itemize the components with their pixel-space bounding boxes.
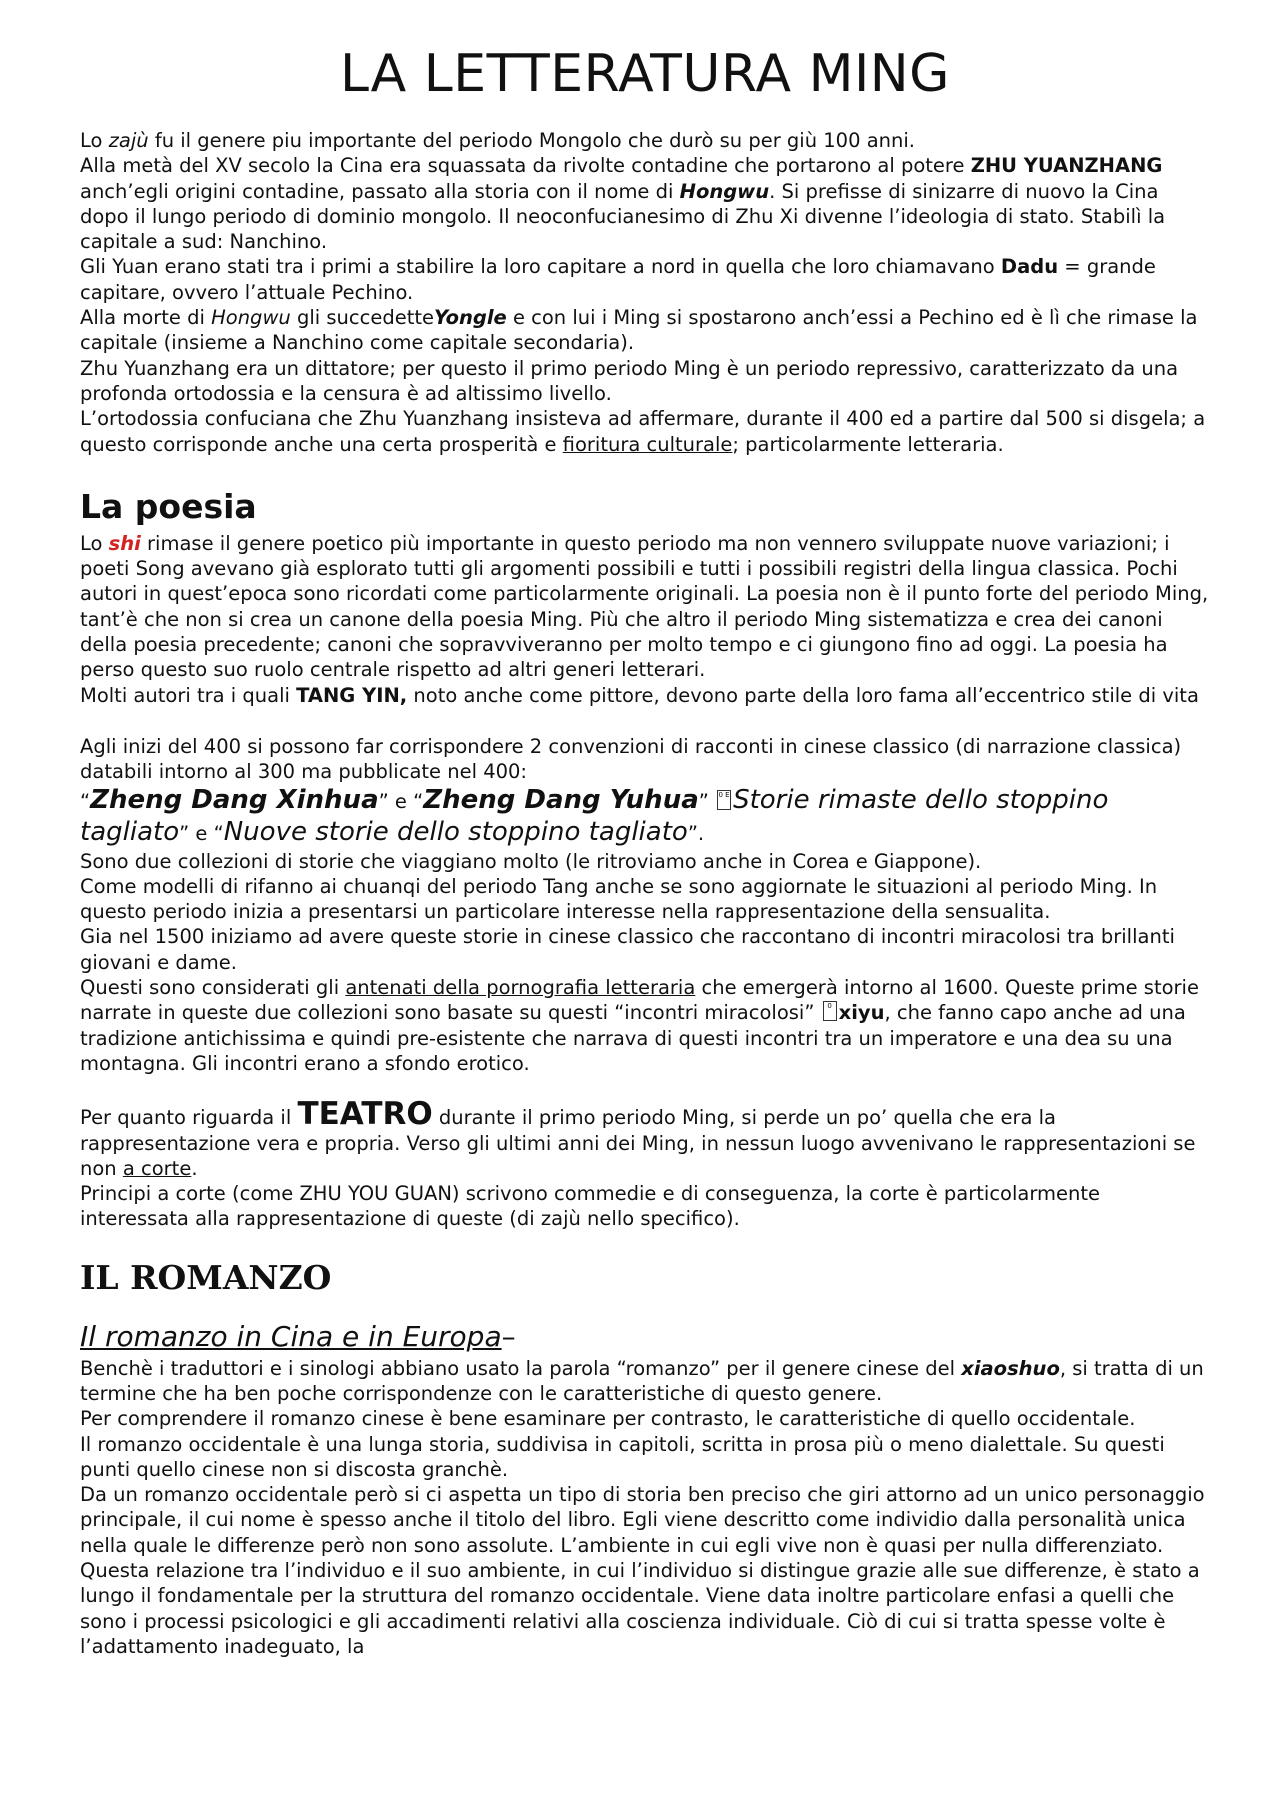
paragraph [80,305,1210,356]
name-yongle: Yongle [433,306,507,330]
paragraph: Come modelli di rifanno ai chuanqi del periodo Tang anche se sono aggiornate le situazioni al periodo Ming. In questo periodo inizia a presentarsi un particolare interesse nella rappresentazione della sensualita. [80,874,1158,924]
paragraph [80,1356,1210,1407]
missing-glyph-icon: 0 E [717,790,731,810]
title-zheng-dang-yuhua: Zheng Dang Yuhua [423,784,699,815]
name-hongwu: Hongwu [211,306,291,330]
term-xiaoshuo: xiaoshuo [961,1356,1060,1380]
poesia-section [80,531,1210,1232]
paragraph [80,153,1210,254]
subheading-dash: – [501,1319,516,1353]
text: Lo [80,531,109,555]
title-storie-rimaste: Storie rimaste dello stoppino tagliato [80,784,1109,847]
text: Alla metà del XV secolo la Cina era squassata da rivolte contadine che portarono al potere [80,154,971,178]
name-hongwu: Hongwu [679,179,770,203]
text: ; particolarmente letteraria. [732,432,1004,456]
text: Gli Yuan erano stati tra i primi a stabilire la loro capitare a nord in quella che loro chiamavano [80,255,1001,279]
paragraph-titles [80,785,1210,849]
subheading-text: Il romanzo in Cina e in Europa [80,1319,502,1353]
underlined-text: a corte [122,1156,192,1180]
title-nuove-storie: Nuove storie dello stoppino tagliato [223,816,688,847]
term-xiyu: xiyu [838,1001,885,1025]
subsection-heading [80,1320,1210,1354]
paragraph: Da un romanzo occidentale però si ci aspetta un tipo di storia ben preciso che giri attorno ad un unico personaggio principale, il cui nome è spesso anche il titolo del libro. Egli viene descritto come individio dalla personalità unica nella quale le differenze però non sono assolute. L’ambiente in cui egli vive non è quasi per nulla differenziato. Questa relazione tra l’individuo e il suo ambiente, in cui l’individuo si distingue grazie alle sue differenze, è stato a lungo il fondamentale per la struttura del romanzo occidentale. Viene data inoltre particolare enfasi a quelli che sono i processi psicologici e gli accadimenti relativi alla coscienza individuale. Ciò di cui si tratta spesse volte è l’adattamento inadeguato, la [80,1483,1205,1658]
paragraph [80,1096,1210,1181]
intro-section [80,128,1210,457]
romanzo-section [80,1320,1210,1660]
section-heading-romanzo: IL ROMANZO [80,1257,332,1297]
section-heading-poesia: La poesia [80,486,257,526]
paragraph: Agli inizi del 400 si possono far corrispondere 2 convenzioni di racconti in cinese classico (di narrazione classica) databili intorno al 300 ma pubblicate nel 400: [80,734,1182,784]
term-shi: shi [108,531,141,555]
document-page [80,0,1210,1659]
name-zhu-yuanzhang: ZHU YUANZHANG [970,154,1163,178]
text: che emergerà intorno al 1600. Queste prime storie narrate in queste due collezioni sono basate su questi “incontri miracolosi” [80,976,1199,1025]
text: fu il genere piu importante del periodo Mongolo che durò su per giù 100 anni. [148,129,915,152]
text: Benchè i traduttori e i sinologi abbiano usato la parola “romanzo” per il genere cinese del [80,1356,962,1380]
paragraph [80,406,1210,457]
paragraph [80,975,1210,1076]
text: Molti autori tra i quali [80,683,297,707]
title-zheng-dang-xinhua: Zheng Dang Xinhua [90,784,379,815]
underlined-text: antenati della pornografia letteraria [345,976,696,1000]
paragraph: Sono due collezioni di storie che viaggiano molto (le ritroviamo anche in Corea e Giappone). [80,849,982,873]
text: Questi sono considerati gli [80,976,346,1000]
text: = grande capitare, ovvero l’attuale Pechino. [80,255,1156,304]
text: . [191,1156,198,1180]
spacer [80,1076,1210,1102]
text: ”. [687,821,705,845]
text: Per quanto riguarda il [80,1106,298,1130]
text: Alla morte di [80,306,212,330]
paragraph: Zhu Yuanzhang era un dittatore; per questo il primo periodo Ming è un periodo repressivo, caratterizzato da una profonda ortodossia e la censura è ad altissimo livello. [80,356,1179,405]
paragraph: Gia nel 1500 iniziamo ad avere queste storie in cinese classico che raccontano di incontri miracolosi tra brillanti giovani e dame. [80,925,1175,974]
paragraph [80,254,1210,305]
paragraph [80,128,1210,153]
term-teatro: TEATRO [297,1096,433,1133]
term-zaju: zajù [108,129,149,152]
paragraph [80,683,1210,708]
name-tang-yin: TANG YIN, [296,683,408,707]
text: ” e “ [378,789,424,813]
text: anch’egli origini contadine, passato alla storia con il nome di [80,179,680,203]
paragraph [80,531,1210,683]
text: Lo [80,129,109,152]
text: “ [80,789,91,813]
underlined-text: fioritura culturale [562,432,733,456]
text: e con lui i Ming si spostarono anch’essi a Pechino ed è lì che rimase la capitale (insieme a Nanchino come capitale secondaria). [80,306,1198,355]
text: rimase il genere poetico più importante in questo periodo ma non vennero sviluppate nuove variazioni; i poeti Song avevano già esplorato tutti gli argomenti possibili e tutti i possibili registri della lingua classica. Pochi autori in quest’epoca sono ricordati come particolarmente originali. La poesia non è il punto forte del periodo Ming, tant’è che non si crea un canone della poesia Ming. Più che altro il periodo Ming sistematizza e crea dei canoni della poesia precedente; canoni che sopravviveranno per molto tempo e ci giungono fino ad oggi. La poesia ha perso questo suo ruolo centrale rispetto ad altri generi letterari. [80,531,1209,682]
term-dadu: Dadu [1000,255,1059,279]
text: ” e “ [179,821,224,845]
text: noto anche come pittore, devono parte della loro fama all’eccentrico stile di vita [407,683,1199,707]
paragraph: Il romanzo occidentale è una lunga storia, suddivisa in capitoli, scritta in prosa più o meno dialettale. Su questi punti quello cinese non si discosta granchè. [80,1432,1165,1481]
spacer [80,708,1210,734]
page-title: LA LETTERATURA MING [340,44,950,104]
paragraph: Principi a corte (come ZHU YOU GUAN) scrivono commedie e di conseguenza, la corte è particolarmente interessata alla rappresentazione di queste (di zajù nello specifico). [80,1182,1101,1231]
text: , che fanno capo anche ad una tradizione antichissima e quindi pre-esistente che narrava di questi incontri tra un imperatore e una dea su una montagna. Gli incontri erano a sfondo erotico. [80,1001,1186,1075]
missing-glyph-icon: 0 [823,1001,837,1021]
text: gli succedette [290,306,434,330]
text: ” [698,789,716,813]
paragraph: Per comprendere il romanzo cinese è bene esaminare per contrasto, le caratteristiche di quello occidentale. [80,1407,1136,1431]
text: . Si prefisse di sinizarre di nuovo la Cina dopo il lungo periodo di dominio mongolo. Il neoconfucianesimo di Zhu Xi divenne l’ideologia di stato. Stabilì la capitale a sud: Nanchino. [80,179,1166,254]
text: durante il primo periodo Ming, si perde un po’ quella che era la rappresentazione vera e propria. Verso gli ultimi anni dei Ming, in nessun luogo avvenivano le rappresentazioni se non [80,1106,1196,1180]
text: L’ortodossia confuciana che Zhu Yuanzhang insisteva ad affermare, durante il 400 ed a partire dal 500 si disgela; a questo corrisponde anche una certa prosperità e [80,407,1206,456]
text: , si tratta di un termine che ha ben poche corrispondenze con le caratteristiche di questo genere. [80,1356,1204,1405]
